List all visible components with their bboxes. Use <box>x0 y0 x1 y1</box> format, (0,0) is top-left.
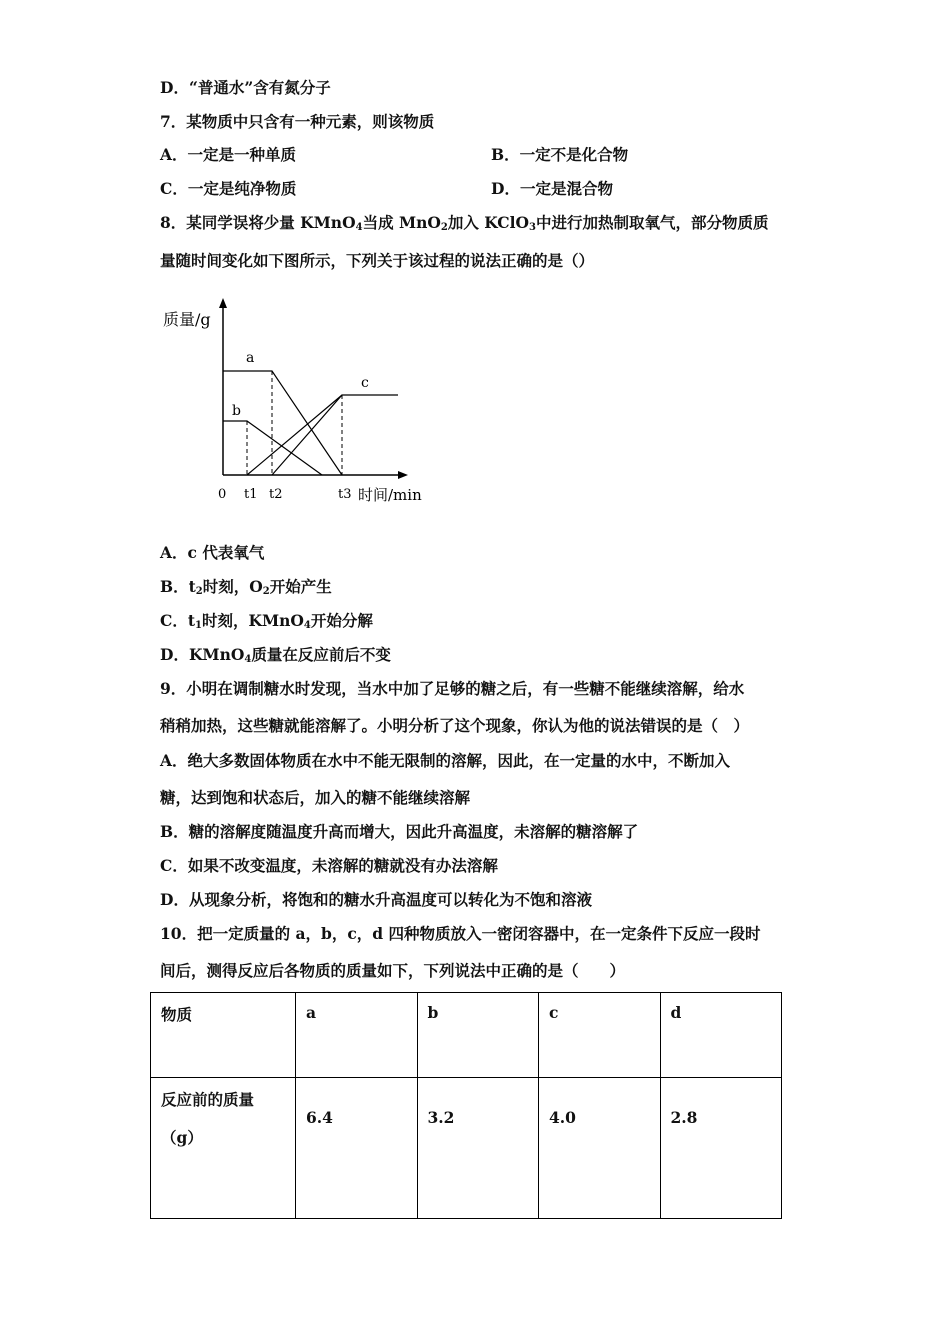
x-tick-0: 0 <box>218 487 227 502</box>
q9-option-a-line-2: 糖，达到饱和状态后，加入的糖不能继续溶解 <box>160 788 471 807</box>
row-label: 反应前的质量 （g） <box>151 1078 296 1219</box>
header-a: a <box>296 993 418 1078</box>
series-a-line <box>223 371 342 475</box>
q8-option-c: C．$t_1$时刻，KMnO$_4$开始分解 <box>160 611 373 631</box>
y-axis-arrow <box>219 298 227 308</box>
q8-option-b: B．$t_2$时刻，$O_2$开始产生 <box>160 577 332 597</box>
series-a-label: a <box>246 350 255 366</box>
q9-option-c: C．如果不改变温度，未溶解的糖就没有办法溶解 <box>160 856 498 875</box>
series-c-line <box>272 395 398 475</box>
q9-stem-line-1: 9．小明在调制糖水时发现，当水中加了足够的糖之后，有一些糖不能继续溶解，给水 <box>160 679 745 698</box>
value-a: 6.4 <box>296 1078 418 1219</box>
header-c: c <box>539 993 661 1078</box>
header-b: b <box>417 993 539 1078</box>
q10-stem-line-1: 10．把一定质量的 a，b，c，d 四种物质放入一密闭容器中，在一定条件下反应一段时 <box>160 924 761 943</box>
table-header-row <box>151 993 782 1078</box>
header-d: d <box>660 993 782 1078</box>
value-b: 3.2 <box>417 1078 539 1219</box>
q9-option-d: D．从现象分析，将饱和的糖水升高温度可以转化为不饱和溶液 <box>160 890 592 909</box>
q7-option-a: A．一定是一种单质 <box>160 145 297 164</box>
q8-option-d: D．KMnO$_4$质量在反应前后不变 <box>160 645 391 665</box>
x-axis-arrow <box>398 471 408 479</box>
q10-stem-line-2: 间后，测得反应后各物质的质量如下，下列说法中正确的是（ ） <box>160 961 626 980</box>
mass-time-chart <box>150 290 440 515</box>
q7-option-d: D．一定是混合物 <box>491 179 613 198</box>
q7-stem: 7．某物质中只含有一种元素，则该物质 <box>160 112 435 131</box>
value-c: 4.0 <box>539 1078 661 1219</box>
header-substance: 物质 <box>151 993 296 1078</box>
x-tick-t1: t1 <box>244 487 258 502</box>
rising-line <box>247 395 342 475</box>
table-row <box>151 1078 782 1219</box>
x-tick-t3: t3 <box>338 487 352 502</box>
q7-option-c: C．一定是纯净物质 <box>160 179 297 198</box>
value-d: 2.8 <box>660 1078 782 1219</box>
q9-option-a-line-1: A．绝大多数固体物质在水中不能无限制的溶解，因此，在一定量的水中，不断加入 <box>160 751 731 770</box>
q6-option-d: D．“普通水”含有氮分子 <box>160 78 331 97</box>
q8-option-a: A．c 代表氧气 <box>160 543 265 562</box>
y-axis-label: 质量/g <box>163 310 211 329</box>
q7-option-b: B．一定不是化合物 <box>491 145 629 164</box>
q9-option-b: B．糖的溶解度随温度升高而增大，因此升高温度，未溶解的糖溶解了 <box>160 822 639 841</box>
series-c-label: c <box>361 375 369 391</box>
series-b-label: b <box>232 403 241 419</box>
mass-table <box>150 992 782 1219</box>
q8-stem-line-2: 量随时间变化如下图所示，下列关于该过程的说法正确的是（） <box>160 251 595 270</box>
q8-stem-line-1: 8．某同学误将少量 KMnO$_4$当成 MnO$_2$加入 KClO$_3$中进行加热制取氧气，部分物质质 <box>160 213 769 233</box>
q7-options-row-1 <box>160 145 296 165</box>
q9-stem-line-2: 稍稍加热，这些糖就能溶解了。小明分析了这个现象，你认为他的说法错误的是（ ） <box>160 716 750 735</box>
x-tick-t2: t2 <box>269 487 283 502</box>
x-axis-label: 时间/min <box>358 486 422 504</box>
